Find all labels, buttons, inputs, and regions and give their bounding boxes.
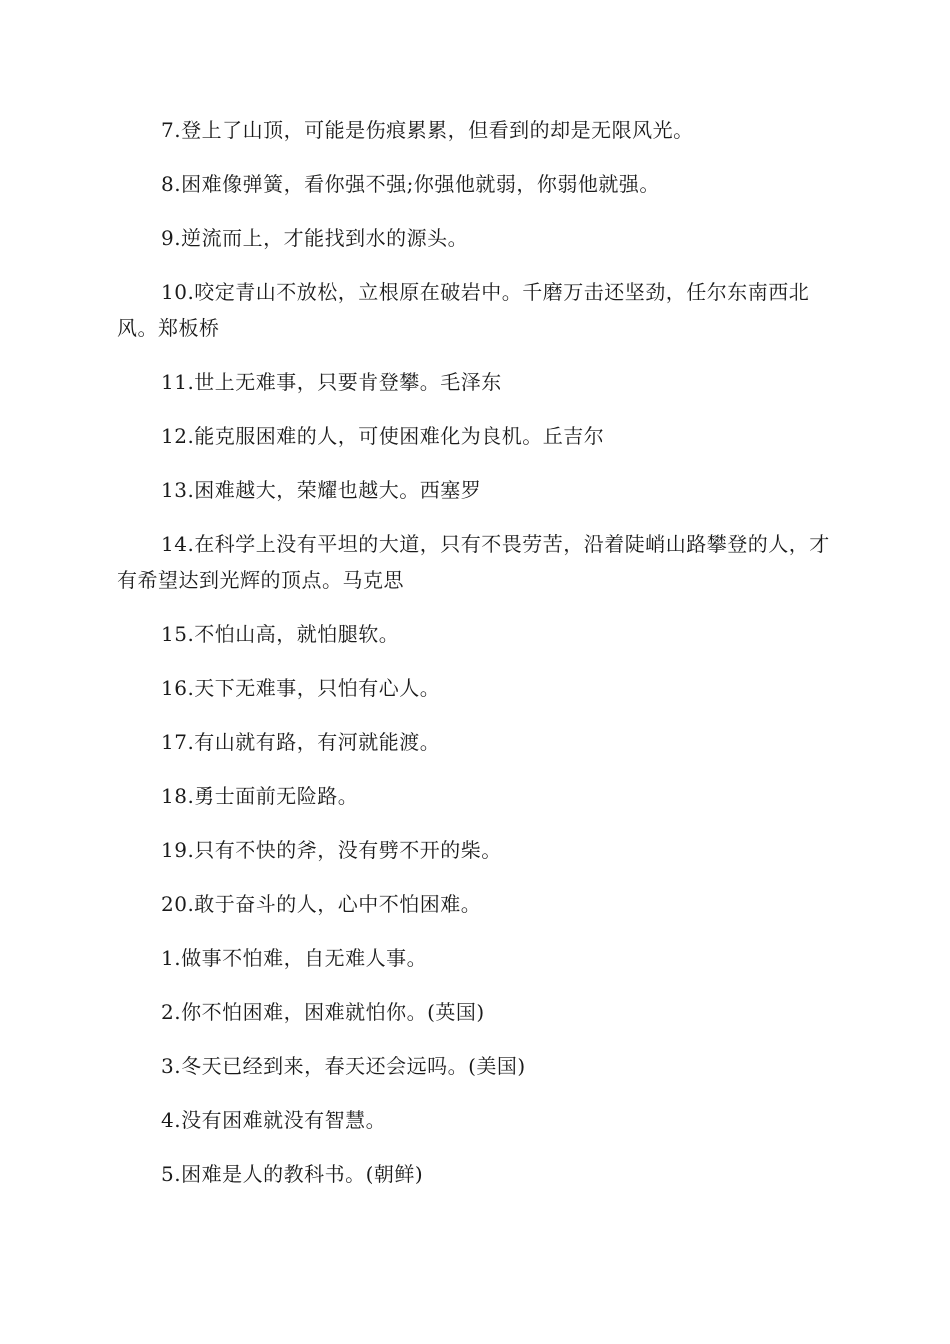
quote-paragraph-20: 20.敢于奋斗的人，心中不怕困难。: [161, 892, 482, 916]
quote-paragraph-4: 4.没有困难就没有智慧。: [161, 1108, 387, 1132]
quote-paragraph-7: 7.登上了山顶，可能是伤痕累累，但看到的却是无限风光。: [161, 118, 694, 142]
document-body: [117, 112, 835, 1210]
quote-paragraph-16: 16.天下无难事，只怕有心人。: [161, 676, 441, 700]
quote-paragraph-1: 1.做事不怕难，自无难人事。: [161, 946, 428, 970]
quote-paragraph-10: 10.咬定青山不放松，立根原在破岩中。千磨万击还坚劲，任尔东南西北风。郑板桥: [117, 280, 810, 340]
quote-paragraph-14: 14.在科学上没有平坦的大道，只有不畏劳苦，沿着陡峭山路攀登的人，才有希望达到光辉的顶点。马克思: [117, 532, 830, 592]
quote-paragraph-11: 11.世上无难事，只要肯登攀。毛泽东: [161, 370, 502, 394]
quote-paragraph-18: 18.勇士面前无险路。: [161, 784, 359, 808]
quote-paragraph-12: 12.能克服困难的人，可使困难化为良机。丘吉尔: [161, 424, 605, 448]
quote-paragraph-3: 3.冬天已经到来，春天还会远吗。(美国): [161, 1054, 526, 1078]
quote-paragraph-17: 17.有山就有路，有河就能渡。: [161, 730, 441, 754]
quote-paragraph-13: 13.困难越大，荣耀也越大。西塞罗: [161, 478, 482, 502]
quote-paragraph-9: 9.逆流而上，才能找到水的源头。: [161, 226, 469, 250]
quote-paragraph-2: 2.你不怕困难，困难就怕你。(英国): [161, 1000, 485, 1024]
quote-paragraph-15: 15.不怕山高，就怕腿软。: [161, 622, 400, 646]
quote-paragraph-8: 8.困难像弹簧，看你强不强;你强他就弱，你弱他就强。: [161, 172, 660, 196]
quote-paragraph-19: 19.只有不快的斧，没有劈不开的柴。: [161, 838, 502, 862]
quote-paragraph-5: 5.困难是人的教科书。(朝鲜): [161, 1162, 424, 1186]
